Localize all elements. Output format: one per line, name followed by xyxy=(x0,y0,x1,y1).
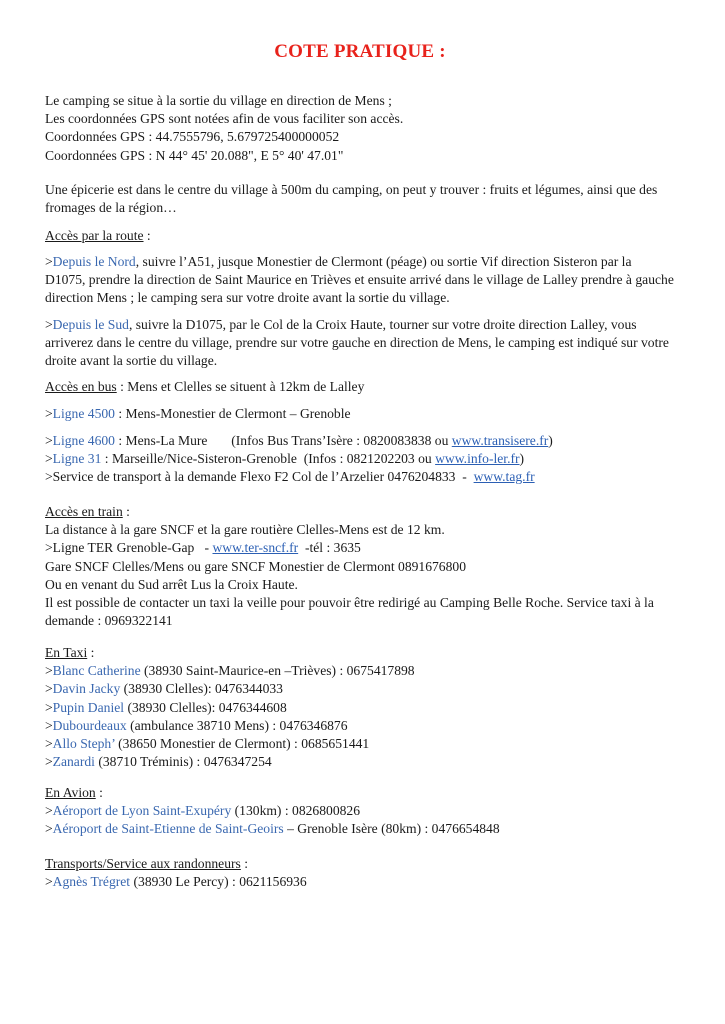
route-sud-label: Depuis le Sud xyxy=(52,317,129,332)
taxi-prefix: > xyxy=(45,699,53,715)
bus-4600-label: Ligne 4600 xyxy=(52,433,115,448)
taxi-details: (ambulance 38710 Mens) : 0476346876 xyxy=(126,717,348,733)
train-line-2 xyxy=(45,539,675,557)
taxi-name: Dubourdeaux xyxy=(52,717,127,733)
bus-heading: Accès en bus xyxy=(45,379,117,394)
bus-4500-label: Ligne 4500 xyxy=(52,406,115,421)
randonneurs-heading-line xyxy=(45,855,675,873)
route-heading: Accès par la route xyxy=(45,228,144,243)
avion-prefix: > xyxy=(45,821,53,837)
bus-31-prefix: > xyxy=(45,451,53,467)
train-section xyxy=(45,503,675,630)
list-item xyxy=(45,717,675,735)
randonneurs-heading-suffix: : xyxy=(240,856,249,871)
taxi-prefix: > xyxy=(45,736,53,752)
gps-decimal: Coordonnées GPS : 44.7555796, 5.679725400000052 xyxy=(45,129,340,145)
taxi-name: Blanc Catherine xyxy=(52,663,141,679)
train-heading: Accès en train xyxy=(45,504,123,519)
avion-heading-line xyxy=(45,784,675,802)
bus-4600-end: ) xyxy=(548,433,553,448)
avion-prefix: > xyxy=(45,803,53,819)
airport-details: (130km) : 0826800826 xyxy=(231,803,361,819)
route-nord-prefix: > xyxy=(45,254,53,269)
taxi-details: (38930 Clelles): 0476344033 xyxy=(120,681,283,697)
avion-section xyxy=(45,784,675,839)
route-heading-suffix: : xyxy=(143,228,151,243)
list-item xyxy=(45,699,675,717)
taxi-details: (38650 Monestier de Clermont) : 0685651441 xyxy=(114,736,370,752)
taxi-prefix: > xyxy=(45,754,53,770)
bus-heading-suffix: : Mens et Clelles se situent à 12km de Lalley xyxy=(116,379,365,394)
randonneurs-section xyxy=(45,855,675,891)
intro-line-1: Le camping se situe à la sortie du village en direction de Mens ; xyxy=(45,93,392,108)
ter-sncf-link[interactable]: www.ter-sncf.fr xyxy=(212,540,299,556)
bus-31-end: ) xyxy=(519,451,525,467)
train-line-5: Il est possible de contacter un taxi la veille pour pouvoir être redirigé au Camping Belle Roche. Service taxi à la demande : 0969322141 xyxy=(45,595,654,629)
taxi-name: Pupin Daniel xyxy=(52,699,125,715)
flexo-line xyxy=(45,468,675,486)
taxi-details: (38930 Saint-Maurice-en –Trièves) : 0675417898 xyxy=(140,663,415,679)
bus-line-31 xyxy=(45,450,675,468)
intro-line-2: Les coordonnées GPS sont notées afin de vous faciliter son accès. xyxy=(45,111,404,127)
airport-details: – Grenoble Isère (80km) : 0476654848 xyxy=(283,821,500,837)
ter-text: >Ligne TER Grenoble-Gap - xyxy=(45,540,213,556)
taxi-details: (38930 Clelles): 0476344608 xyxy=(124,699,287,715)
airport-name: Aéroport de Lyon Saint-Exupéry xyxy=(52,803,232,819)
train-line-1: La distance à la gare SNCF et la gare routière Clelles-Mens est de 12 km. xyxy=(45,522,445,538)
taxi-heading-suffix: : xyxy=(87,645,95,660)
bus-4500-text: : Mens-Monestier de Clermont – Grenoble xyxy=(114,406,351,421)
randonneurs-name: Agnès Trégret xyxy=(52,874,131,890)
epicerie-paragraph: Une épicerie est dans le centre du village à 500m du camping, on peut y trouver : fruits et légumes, ainsi que des fromages de la région… xyxy=(45,182,658,216)
taxi-prefix: > xyxy=(45,681,53,697)
train-line-3: Gare SNCF Clelles/Mens ou gare SNCF Monestier de Clermont 0891676800 xyxy=(45,558,466,574)
list-item xyxy=(45,753,675,771)
bus-line-4500 xyxy=(45,405,675,423)
ter-end: -tél : 3635 xyxy=(298,540,361,556)
page-title: COTE PRATIQUE : xyxy=(274,41,446,62)
train-heading-line xyxy=(45,503,675,521)
list-item xyxy=(45,662,675,680)
taxi-section xyxy=(45,644,675,771)
bus-heading-line xyxy=(45,378,675,396)
route-heading-line xyxy=(45,227,675,245)
list-item xyxy=(45,680,675,698)
taxi-prefix: > xyxy=(45,663,53,679)
route-nord-paragraph xyxy=(45,253,675,308)
route-nord-label: Depuis le Nord xyxy=(52,254,136,269)
route-sud-prefix: > xyxy=(45,317,53,332)
gps-dms: Coordonnées GPS : N 44° 45' 20.088", E 5° 40' 47.01" xyxy=(45,147,344,163)
list-item xyxy=(45,802,675,820)
taxi-name: Zanardi xyxy=(52,754,95,770)
bus-4500-prefix: > xyxy=(45,406,53,421)
route-sud-text: , suivre la D1075, par le Col de la Croix Haute, tourner sur votre droite direction Lalley, vous arriverez dans le centre du village, prendre sur votre gauche en direction de Mens, le camping est indiqué sur votre droite avant la sortie du village. xyxy=(45,317,669,369)
bus-line-4600 xyxy=(45,432,675,450)
list-item xyxy=(45,735,675,753)
taxi-details: (38710 Tréminis) : 0476347254 xyxy=(94,754,272,770)
randonneurs-details: (38930 Le Percy) : 0621156936 xyxy=(130,874,307,890)
train-line-4: Ou en venant du Sud arrêt Lus la Croix Haute. xyxy=(45,576,298,592)
taxi-prefix: > xyxy=(45,717,53,733)
bus-31-label: Ligne 31 xyxy=(52,451,102,467)
avion-heading-suffix: : xyxy=(95,785,103,800)
route-sud-paragraph xyxy=(45,316,675,371)
taxi-name: Davin Jacky xyxy=(52,681,121,697)
transisere-link[interactable]: www.transisere.fr xyxy=(451,433,549,448)
taxi-heading: En Taxi xyxy=(45,645,88,660)
bus-4600-text: : Mens-La Mure (Infos Bus Trans’Isère : 0820083838 ou xyxy=(114,433,452,448)
intro-section xyxy=(45,92,675,165)
bus-31-text: : Marseille/Nice-Sisteron-Grenoble (Infos : 0821202203 ou xyxy=(101,451,436,467)
avion-heading: En Avion xyxy=(45,785,96,800)
list-item xyxy=(45,873,675,891)
randonneurs-prefix: > xyxy=(45,874,53,890)
train-heading-suffix: : xyxy=(122,504,130,519)
flexo-text: >Service de transport à la demande Flexo F2 Col de l’Arzelier 0476204833 - xyxy=(45,469,474,485)
tag-link[interactable]: www.tag.fr xyxy=(473,469,535,485)
taxi-heading-line xyxy=(45,644,675,662)
airport-name: Aéroport de Saint-Etienne de Saint-Geoirs xyxy=(52,821,284,837)
info-ler-link[interactable]: www.info-ler.fr xyxy=(435,451,520,467)
bus-4600-prefix: > xyxy=(45,433,53,448)
route-nord-text: , suivre l’A51, jusque Monestier de Clermont (péage) ou sortie Vif direction Sisteron par la D1075, prendre la direction de Saint Maurice en Trièves et ensuite arrivé dans le village de Lalley prendre à gauche direction Mens ; le camping sera sur votre droite avant la sortie du village. xyxy=(45,254,674,306)
list-item xyxy=(45,820,675,838)
randonneurs-heading: Transports/Service aux randonneurs xyxy=(45,856,241,871)
taxi-name: Allo Steph’ xyxy=(52,736,115,752)
bus-lines-group xyxy=(45,432,675,487)
